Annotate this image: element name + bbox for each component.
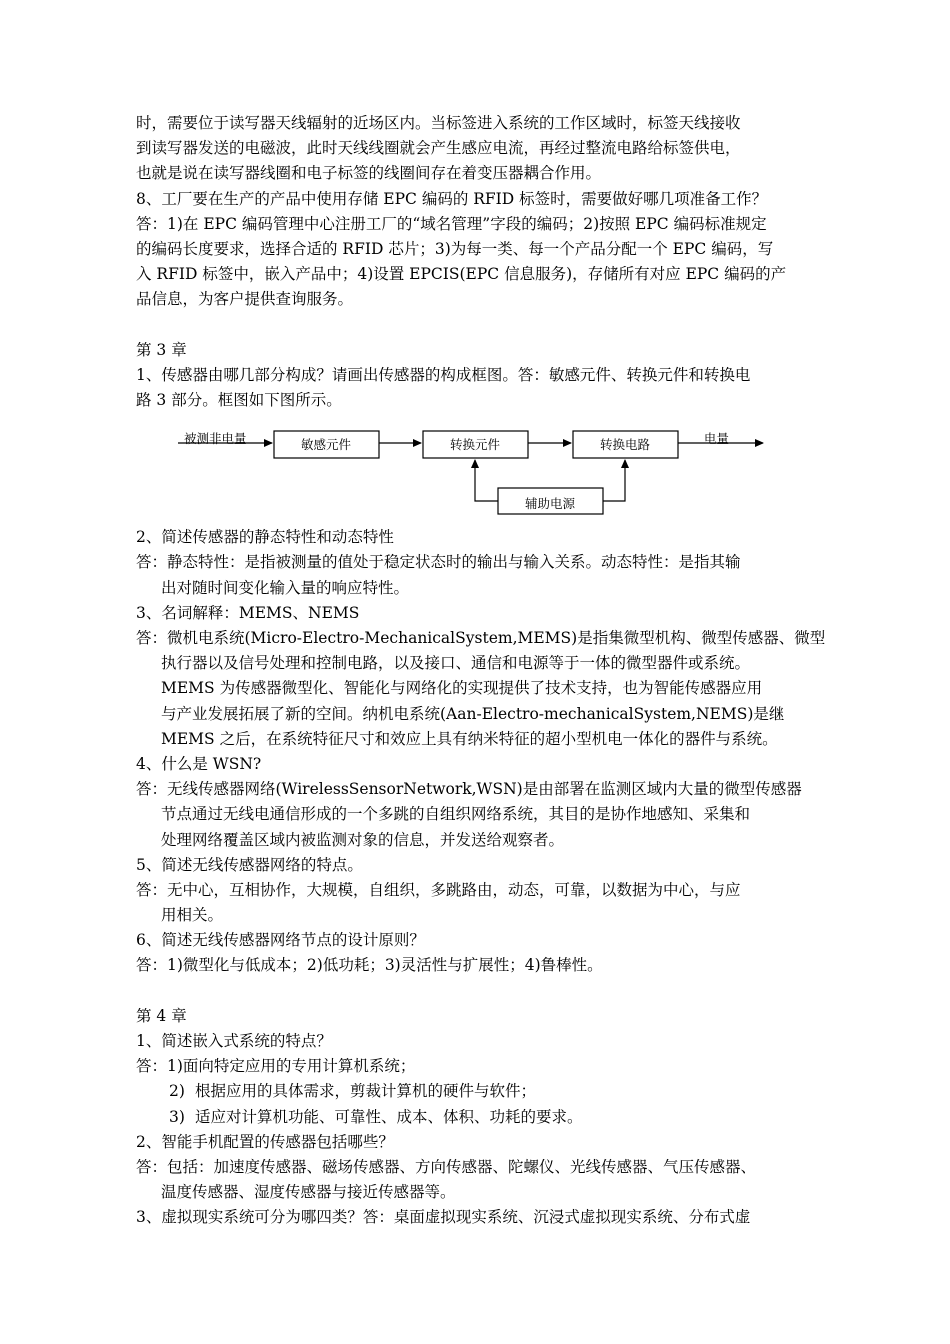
answer-line: 答：包括：加速度传感器、磁场传感器、方向传感器、陀螺仪、光线传感器、气压传感器、 (136, 1157, 757, 1176)
list-item-number: 3) (169, 1107, 185, 1126)
text-line: 也就是说在读写器线圈和电子标签的线圈间存在着变压器耦合作用。 (136, 164, 602, 183)
arrow-aux-to-box2 (475, 460, 498, 501)
list-item (136, 1079, 816, 1104)
ch3-question-1: 1、传感器由哪几部分构成？请画出传感器的构成框图。答：敏感元件、转换元件和转换电 (136, 365, 751, 384)
answer-line: 品信息，为客户提供查询服务。 (136, 290, 354, 309)
answer-line: 答：微机电系统(Micro-Electro-MechanicalSystem,MEMS)是指集微型机构、微型传感器、微型 (136, 629, 826, 647)
ch3-question-6: 6、简述无线传感器网络节点的设计原则？ (136, 931, 425, 950)
answer-line: 入 RFID 标签中，嵌入产品中；4)设置 EPCIS(EPC 信息服务)，存储所有对应 EPC 编码的产 (136, 265, 787, 284)
diagram-box-aux-power-label: 辅助电源 (524, 496, 576, 512)
diagram-box-transducer-label: 转换元件 (449, 437, 501, 453)
answer-line: 用相关。 (161, 906, 224, 925)
answer-line: MEMS 之后，在系统特征尺寸和效应上具有纳米特征的超小型机电一体化的器件与系统。 (161, 729, 778, 748)
answer-line: 答：无线传感器网络(WirelessSensorNetwork,WSN)是由部署在监测区域内大量的微型传感器 (136, 780, 802, 799)
answer-line: 答：静态特性：是指被测量的值处于稳定状态时的输出与输入关系。动态特性：是指其输 (136, 553, 741, 572)
blank-line (136, 979, 816, 1004)
chapter-3-heading: 第 3 章 (136, 340, 187, 359)
document-body (136, 111, 826, 1231)
question-8: 8、工厂要在生产的产品中使用存储 EPC 编码的 RFID 标签时，需要做好哪几项准备工作？ (136, 189, 768, 208)
ch3-question-5: 5、简述无线传感器网络的特点。 (136, 855, 363, 874)
answer-line: 出对随时间变化输入量的响应特性。 (161, 578, 410, 597)
answer-line: 温度传感器、湿度传感器与接近传感器等。 (161, 1183, 456, 1202)
ch4-question-3: 3、虚拟现实系统可分为哪四类？答：桌面虚拟现实系统、沉浸式虚拟现实系统、分布式虚 (136, 1208, 751, 1227)
answer-line: 与产业发展拓展了新的空间。纳机电系统(Aan-Electro-mechanicalSystem,NEMS)是继 (161, 704, 785, 723)
list-item-text: 适应对计算机功能、可靠性、成本、体积、功耗的要求。 (195, 1107, 583, 1126)
list-item-number: 2) (169, 1082, 185, 1101)
chapter-4-heading: 第 4 章 (136, 1006, 187, 1025)
block-diagram-svg (178, 415, 778, 523)
answer-line: 答：1)面向特定应用的专用计算机系统； (136, 1057, 416, 1076)
text-line: 时，需要位于读写器天线辐射的近场区内。当标签进入系统的工作区域时，标签天线接收 (136, 114, 741, 132)
answer-line: 答：1)在 EPC 编码管理中心注册工厂的“域名管理”字段的编码；2)按照 EPC 编码标准规定 (136, 214, 767, 233)
diagram-output-label: 电量 (704, 431, 730, 447)
blank-line (136, 313, 816, 338)
diagram-box-sensitive-label: 敏感元件 (300, 437, 352, 453)
answer-line: 答：1)微型化与低成本；2)低功耗；3)灵活性与扩展性；4)鲁棒性。 (136, 956, 603, 975)
answer-line: 处理网络覆盖区域内被监测对象的信息，并发送给观察者。 (161, 830, 565, 849)
text-line: 到读写器发送的电磁波，此时天线线圈就会产生感应电流，再经过整流电路给标签供电， (136, 139, 741, 158)
answer-line: 节点通过无线电通信形成的一个多跳的自组织网络系统，其目的是协作地感知、采集和 (161, 805, 751, 824)
sensor-block-diagram (136, 413, 816, 525)
ch3-question-4: 4、什么是 WSN? (136, 754, 262, 773)
answer-line: 执行器以及信号处理和控制电路，以及接口、通信和电源等于一体的微型器件或系统。 (161, 654, 751, 673)
list-item-text: 根据应用的具体需求，剪裁计算机的硬件与软件； (195, 1082, 537, 1101)
answer-line: MEMS 为传感器微型化、智能化与网络化的实现提供了技术支持，也为智能传感器应用 (161, 679, 763, 698)
list-item (136, 1105, 816, 1130)
ch4-question-2: 2、智能手机配置的传感器包括哪些？ (136, 1132, 394, 1151)
arrow-aux-to-box3 (603, 460, 625, 501)
ch4-question-1: 1、简述嵌入式系统的特点？ (136, 1032, 332, 1050)
ch3-question-3: 3、名词解释：MEMS、NEMS (136, 603, 360, 622)
ch3-question-2: 2、简述传感器的静态特性和动态特性 (136, 528, 394, 547)
answer-line: 的编码长度要求，选择合适的 RFID 芯片；3)为每一类、每一个产品分配一个 EPC 编码，写 (136, 239, 774, 258)
ch3-question-1-cont: 路 3 部分。框图如下图所示。 (136, 391, 342, 410)
diagram-box-circuit-label: 转换电路 (599, 437, 651, 453)
answer-line: 答：无中心，互相协作，大规模，自组织，多跳路由，动态，可靠，以数据为中心，与应 (136, 880, 741, 899)
diagram-input-label: 被测非电量 (184, 431, 247, 447)
